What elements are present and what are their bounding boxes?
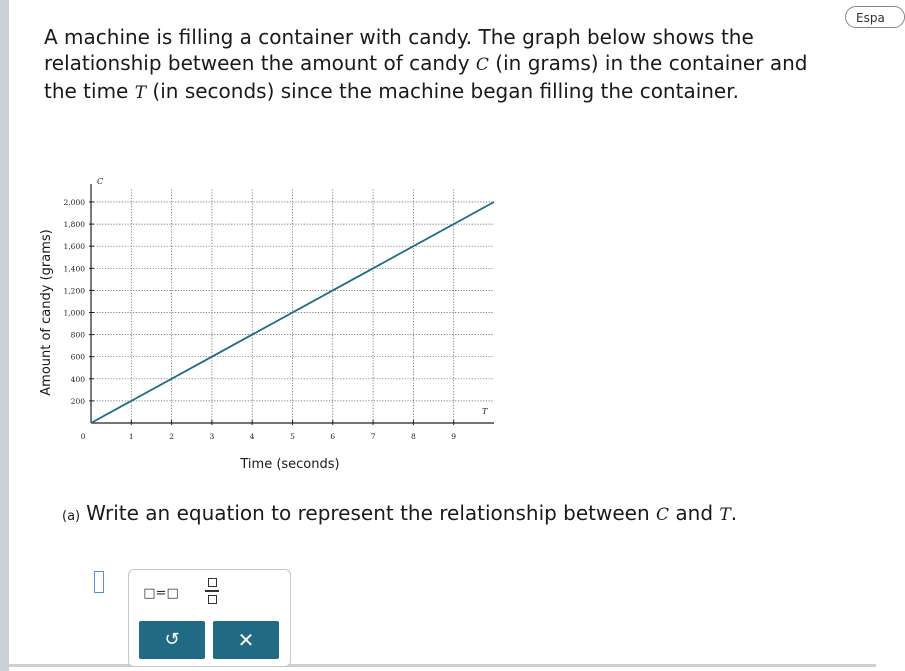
x-axis-title: Time (seconds) [240,457,340,472]
y-tick-label: 1,600 [63,242,85,252]
y-tick-label: 1,200 [63,286,85,296]
origin-label: 0 [80,432,86,441]
line-graph [36,170,506,460]
question-text-part: (in seconds) since the machine began filling the container. [146,79,739,103]
close-icon: ✕ [237,628,255,652]
x-tick-label: 7 [370,432,376,441]
y-tick-label: 1,000 [63,308,85,318]
part-a-text: and [669,501,720,525]
variable-t: T [719,505,731,525]
equation-template-button[interactable]: □=□ [143,586,179,601]
x-tick-label: 6 [330,432,336,441]
y-tick-label: 800 [70,330,85,340]
fraction-denominator-box [208,595,217,604]
x-tick-label: 8 [411,432,416,441]
part-a-prompt [62,500,737,530]
variable-c: C [656,505,670,525]
y-tick-label: 200 [70,396,85,406]
left-rail [0,0,9,671]
y-tick-label: 1,400 [63,264,85,274]
x-tick-label: 5 [290,432,295,441]
math-toolbar [128,569,291,667]
part-a-text: Write an equation to represent the relationship between [86,501,657,525]
x-tick-label: 4 [249,432,255,441]
undo-button[interactable] [139,621,205,659]
x-tick-label: 1 [128,432,134,441]
clear-button[interactable] [213,621,279,659]
y-tick-label: 1,800 [63,220,85,230]
y-tick-label: 2,000 [63,198,85,207]
y-tick-label: 600 [70,352,85,362]
y-tick-label: 400 [70,374,85,384]
question-text-part: A machine is filling a container with candy. The graph below shows the relationship between the amount of candy [44,25,754,75]
fraction-numerator-box [208,578,217,587]
fraction-bar [205,590,219,592]
part-a-label: (a) [62,509,81,524]
y-axis-title: Amount of candy (grams) [39,229,54,396]
variable-c: C [475,55,489,75]
x-tick-label: 2 [169,432,174,441]
variable-t: T [134,83,147,103]
language-toggle-button[interactable]: Espa [845,6,905,28]
x-tick-label: 3 [209,432,215,441]
part-a-text: . [730,501,738,525]
x-tick-label: 9 [451,432,457,441]
question-text [44,24,844,106]
x-axis-variable: T [482,407,488,416]
undo-icon: ↺ [164,629,180,650]
fraction-template-button[interactable] [199,578,225,610]
answer-input[interactable] [94,571,104,593]
y-axis-variable: C [97,177,104,186]
question-text-part: (in grams) in the container and the time [44,51,808,103]
